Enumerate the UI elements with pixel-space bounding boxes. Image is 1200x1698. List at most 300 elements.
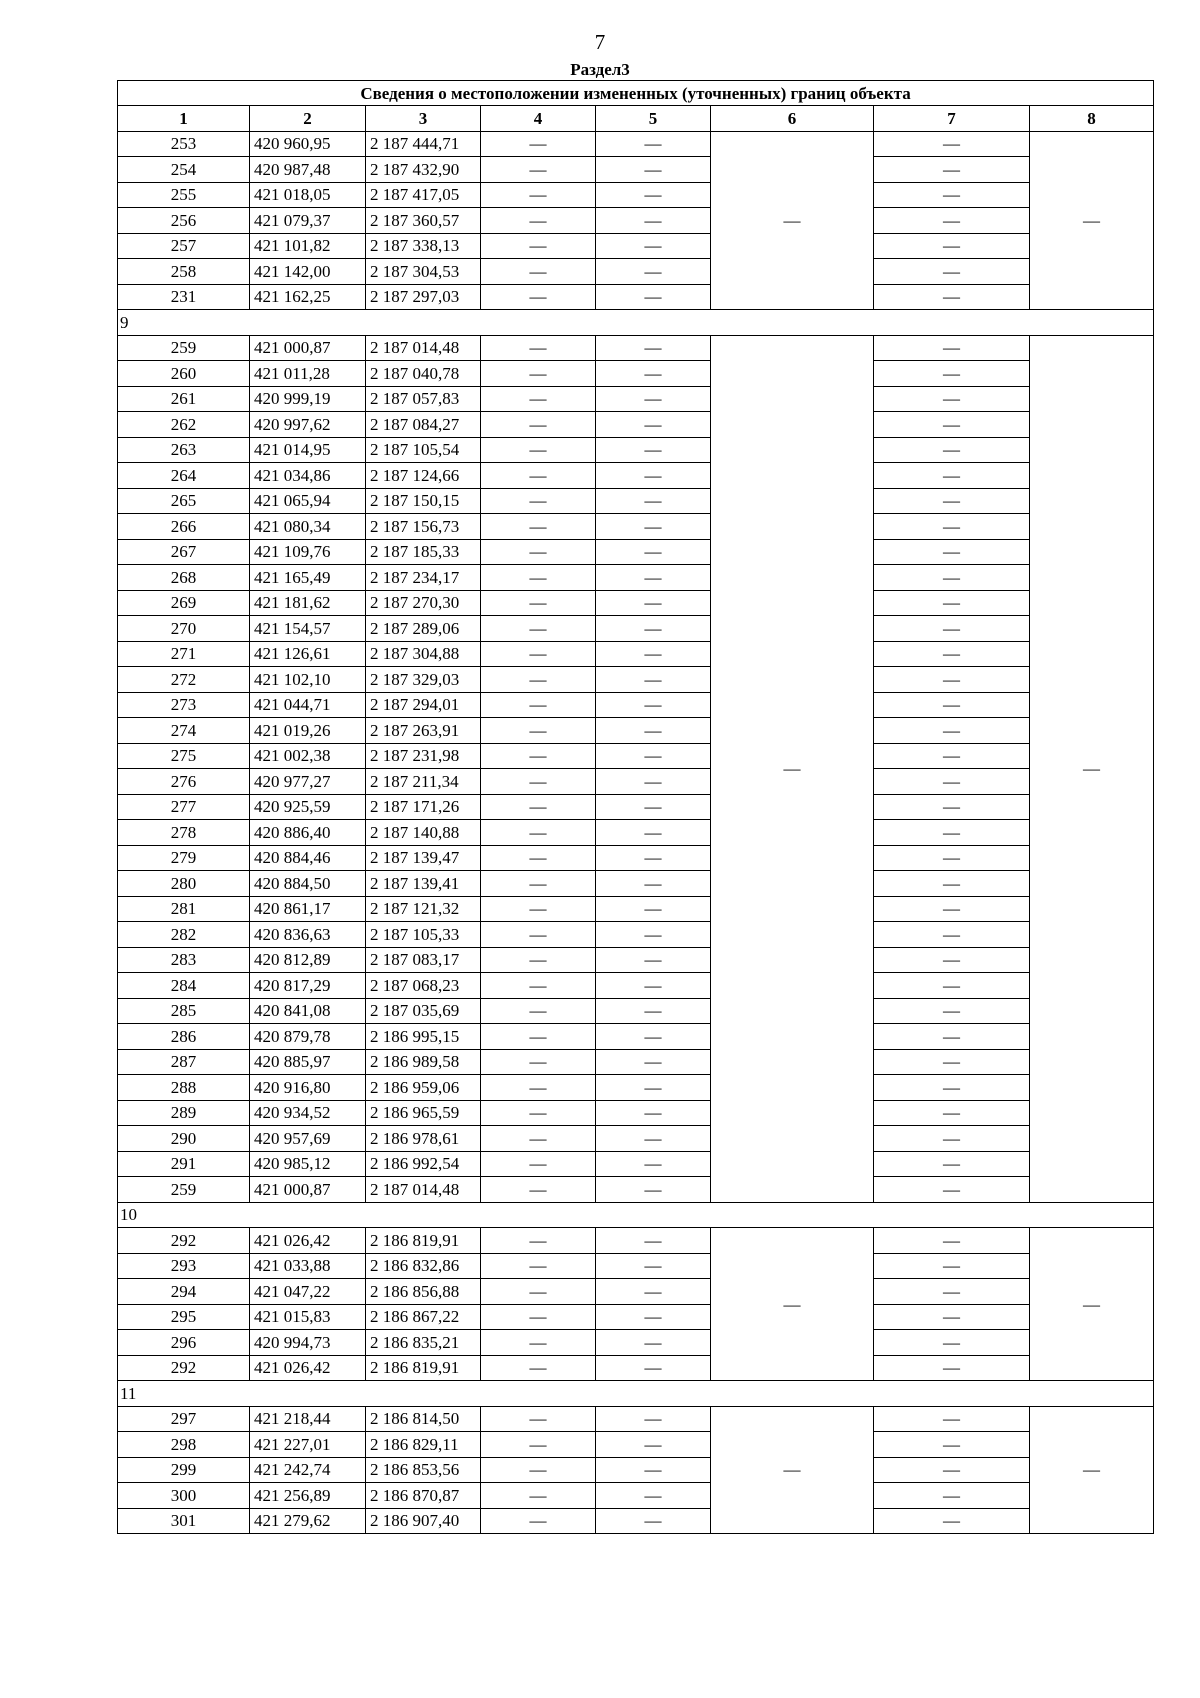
col7-dash-cell: — [874, 1508, 1030, 1534]
col7-dash-cell: — [874, 718, 1030, 744]
col7-dash-cell: — [874, 973, 1030, 999]
x-coordinate-cell: 421 011,28 [250, 361, 366, 387]
column-header: 7 [874, 106, 1030, 132]
x-coordinate-cell: 421 126,61 [250, 641, 366, 667]
col7-dash-cell: — [874, 947, 1030, 973]
point-number-cell: 287 [118, 1049, 250, 1075]
x-coordinate-cell: 420 841,08 [250, 998, 366, 1024]
col4-dash-cell: — [481, 718, 596, 744]
point-number-cell: 269 [118, 590, 250, 616]
col5-dash-cell: — [596, 769, 711, 795]
point-number-cell: 263 [118, 437, 250, 463]
col4-dash-cell: — [481, 1279, 596, 1305]
col5-dash-cell: — [596, 1304, 711, 1330]
col5-dash-cell: — [596, 1253, 711, 1279]
point-number-cell: 299 [118, 1457, 250, 1483]
x-coordinate-cell: 421 034,86 [250, 463, 366, 489]
y-coordinate-cell: 2 187 124,66 [366, 463, 481, 489]
col5-dash-cell: — [596, 514, 711, 540]
col7-dash-cell: — [874, 208, 1030, 234]
col4-dash-cell: — [481, 488, 596, 514]
point-number-cell: 256 [118, 208, 250, 234]
x-coordinate-cell: 421 026,42 [250, 1355, 366, 1381]
col7-dash-cell: — [874, 437, 1030, 463]
table-caption-row [118, 81, 1154, 106]
col5-dash-cell: — [596, 361, 711, 387]
x-coordinate-cell: 421 154,57 [250, 616, 366, 642]
col4-dash-cell: — [481, 1151, 596, 1177]
table-row [118, 1483, 1154, 1509]
group-label: 10 [118, 1202, 1154, 1228]
col4-dash-cell: — [481, 1508, 596, 1534]
table-row [118, 973, 1154, 999]
y-coordinate-cell: 2 187 140,88 [366, 820, 481, 846]
point-number-cell: 268 [118, 565, 250, 591]
col4-dash-cell: — [481, 947, 596, 973]
table-row [118, 335, 1154, 361]
col4-dash-cell: — [481, 820, 596, 846]
col7-dash-cell: — [874, 845, 1030, 871]
col5-dash-cell: — [596, 820, 711, 846]
table-row [118, 463, 1154, 489]
y-coordinate-cell: 2 187 150,15 [366, 488, 481, 514]
point-number-cell: 301 [118, 1508, 250, 1534]
table-row [118, 361, 1154, 387]
table-row [118, 667, 1154, 693]
group-row [118, 1381, 1154, 1407]
point-number-cell: 258 [118, 259, 250, 285]
point-number-cell: 260 [118, 361, 250, 387]
col7-dash-cell: — [874, 1075, 1030, 1101]
col5-dash-cell: — [596, 947, 711, 973]
y-coordinate-cell: 2 187 360,57 [366, 208, 481, 234]
col5-dash-cell: — [596, 1024, 711, 1050]
y-coordinate-cell: 2 186 965,59 [366, 1100, 481, 1126]
y-coordinate-cell: 2 187 105,33 [366, 922, 481, 948]
y-coordinate-cell: 2 187 297,03 [366, 284, 481, 310]
y-coordinate-cell: 2 186 829,11 [366, 1432, 481, 1458]
y-coordinate-cell: 2 187 084,27 [366, 412, 481, 438]
col4-dash-cell: — [481, 973, 596, 999]
col7-dash-cell: — [874, 131, 1030, 157]
point-number-cell: 282 [118, 922, 250, 948]
x-coordinate-cell: 421 000,87 [250, 335, 366, 361]
x-coordinate-cell: 421 014,95 [250, 437, 366, 463]
y-coordinate-cell: 2 187 444,71 [366, 131, 481, 157]
y-coordinate-cell: 2 186 959,06 [366, 1075, 481, 1101]
point-number-cell: 292 [118, 1355, 250, 1381]
point-number-cell: 294 [118, 1279, 250, 1305]
point-number-cell: 285 [118, 998, 250, 1024]
y-coordinate-cell: 2 187 083,17 [366, 947, 481, 973]
point-number-cell: 261 [118, 386, 250, 412]
y-coordinate-cell: 2 187 329,03 [366, 667, 481, 693]
col4-dash-cell: — [481, 539, 596, 565]
col8-merged-dash-cell: — [1030, 335, 1154, 1202]
x-coordinate-cell: 421 218,44 [250, 1406, 366, 1432]
col4-dash-cell: — [481, 335, 596, 361]
x-coordinate-cell: 420 817,29 [250, 973, 366, 999]
col7-dash-cell: — [874, 998, 1030, 1024]
table-row [118, 845, 1154, 871]
y-coordinate-cell: 2 187 338,13 [366, 233, 481, 259]
x-coordinate-cell: 420 861,17 [250, 896, 366, 922]
col4-dash-cell: — [481, 1075, 596, 1101]
col7-dash-cell: — [874, 565, 1030, 591]
table-row [118, 514, 1154, 540]
y-coordinate-cell: 2 186 856,88 [366, 1279, 481, 1305]
col7-dash-cell: — [874, 1177, 1030, 1203]
col8-merged-dash-cell: — [1030, 1228, 1154, 1381]
col5-dash-cell: — [596, 922, 711, 948]
point-number-cell: 292 [118, 1228, 250, 1254]
col5-dash-cell: — [596, 590, 711, 616]
point-number-cell: 286 [118, 1024, 250, 1050]
y-coordinate-cell: 2 187 014,48 [366, 1177, 481, 1203]
col5-dash-cell: — [596, 437, 711, 463]
x-coordinate-cell: 420 985,12 [250, 1151, 366, 1177]
column-header-row [118, 106, 1154, 132]
point-number-cell: 296 [118, 1330, 250, 1356]
table-row [118, 131, 1154, 157]
table-row [118, 233, 1154, 259]
col4-dash-cell: — [481, 845, 596, 871]
table-row [118, 1508, 1154, 1534]
col7-dash-cell: — [874, 1406, 1030, 1432]
col7-dash-cell: — [874, 361, 1030, 387]
point-number-cell: 300 [118, 1483, 250, 1509]
y-coordinate-cell: 2 187 231,98 [366, 743, 481, 769]
col5-dash-cell: — [596, 259, 711, 285]
col5-dash-cell: — [596, 1075, 711, 1101]
col5-dash-cell: — [596, 667, 711, 693]
y-coordinate-cell: 2 186 819,91 [366, 1355, 481, 1381]
x-coordinate-cell: 421 080,34 [250, 514, 366, 540]
x-coordinate-cell: 421 019,26 [250, 718, 366, 744]
point-number-cell: 298 [118, 1432, 250, 1458]
point-number-cell: 271 [118, 641, 250, 667]
y-coordinate-cell: 2 186 832,86 [366, 1253, 481, 1279]
x-coordinate-cell: 421 033,88 [250, 1253, 366, 1279]
y-coordinate-cell: 2 187 171,26 [366, 794, 481, 820]
col6-merged-dash-cell: — [711, 335, 874, 1202]
col7-dash-cell: — [874, 412, 1030, 438]
col4-dash-cell: — [481, 208, 596, 234]
x-coordinate-cell: 421 142,00 [250, 259, 366, 285]
point-number-cell: 275 [118, 743, 250, 769]
table-row [118, 1024, 1154, 1050]
col4-dash-cell: — [481, 1177, 596, 1203]
x-coordinate-cell: 420 925,59 [250, 794, 366, 820]
y-coordinate-cell: 2 186 907,40 [366, 1508, 481, 1534]
point-number-cell: 283 [118, 947, 250, 973]
point-number-cell: 270 [118, 616, 250, 642]
point-number-cell: 272 [118, 667, 250, 693]
x-coordinate-cell: 420 886,40 [250, 820, 366, 846]
col4-dash-cell: — [481, 590, 596, 616]
col7-dash-cell: — [874, 539, 1030, 565]
table-row [118, 718, 1154, 744]
x-coordinate-cell: 421 162,25 [250, 284, 366, 310]
table-row [118, 1253, 1154, 1279]
col4-dash-cell: — [481, 1253, 596, 1279]
col7-dash-cell: — [874, 769, 1030, 795]
x-coordinate-cell: 421 227,01 [250, 1432, 366, 1458]
x-coordinate-cell: 421 165,49 [250, 565, 366, 591]
col5-dash-cell: — [596, 616, 711, 642]
col7-dash-cell: — [874, 743, 1030, 769]
table-row [118, 157, 1154, 183]
y-coordinate-cell: 2 187 139,41 [366, 871, 481, 897]
table-row [118, 437, 1154, 463]
y-coordinate-cell: 2 186 814,50 [366, 1406, 481, 1432]
col5-dash-cell: — [596, 641, 711, 667]
col4-dash-cell: — [481, 769, 596, 795]
x-coordinate-cell: 421 018,05 [250, 182, 366, 208]
col5-dash-cell: — [596, 718, 711, 744]
col4-dash-cell: — [481, 1228, 596, 1254]
y-coordinate-cell: 2 187 304,88 [366, 641, 481, 667]
point-number-cell: 264 [118, 463, 250, 489]
y-coordinate-cell: 2 186 989,58 [366, 1049, 481, 1075]
point-number-cell: 293 [118, 1253, 250, 1279]
y-coordinate-cell: 2 187 068,23 [366, 973, 481, 999]
col5-dash-cell: — [596, 1355, 711, 1381]
y-coordinate-cell: 2 186 995,15 [366, 1024, 481, 1050]
y-coordinate-cell: 2 186 870,87 [366, 1483, 481, 1509]
table-row [118, 1075, 1154, 1101]
x-coordinate-cell: 421 002,38 [250, 743, 366, 769]
col5-dash-cell: — [596, 692, 711, 718]
col4-dash-cell: — [481, 641, 596, 667]
table-row [118, 1151, 1154, 1177]
col4-dash-cell: — [481, 1126, 596, 1152]
table-row [118, 896, 1154, 922]
col5-dash-cell: — [596, 233, 711, 259]
col7-dash-cell: — [874, 1100, 1030, 1126]
table-row [118, 488, 1154, 514]
y-coordinate-cell: 2 187 035,69 [366, 998, 481, 1024]
point-number-cell: 277 [118, 794, 250, 820]
point-number-cell: 255 [118, 182, 250, 208]
table-row [118, 616, 1154, 642]
point-number-cell: 279 [118, 845, 250, 871]
x-coordinate-cell: 420 977,27 [250, 769, 366, 795]
y-coordinate-cell: 2 187 263,91 [366, 718, 481, 744]
col7-dash-cell: — [874, 1151, 1030, 1177]
section-title: Раздел3 [570, 60, 630, 79]
col7-dash-cell: — [874, 1457, 1030, 1483]
col4-dash-cell: — [481, 1432, 596, 1458]
x-coordinate-cell: 421 109,76 [250, 539, 366, 565]
y-coordinate-cell: 2 186 867,22 [366, 1304, 481, 1330]
y-coordinate-cell: 2 187 121,32 [366, 896, 481, 922]
x-coordinate-cell: 420 994,73 [250, 1330, 366, 1356]
x-coordinate-cell: 421 279,62 [250, 1508, 366, 1534]
column-header: 4 [481, 106, 596, 132]
point-number-cell: 267 [118, 539, 250, 565]
x-coordinate-cell: 421 079,37 [250, 208, 366, 234]
col4-dash-cell: — [481, 131, 596, 157]
col7-dash-cell: — [874, 590, 1030, 616]
table-row [118, 208, 1154, 234]
col7-dash-cell: — [874, 1253, 1030, 1279]
col4-dash-cell: — [481, 386, 596, 412]
col7-dash-cell: — [874, 1432, 1030, 1458]
x-coordinate-cell: 421 047,22 [250, 1279, 366, 1305]
col5-dash-cell: — [596, 1432, 711, 1458]
point-number-cell: 278 [118, 820, 250, 846]
point-number-cell: 259 [118, 335, 250, 361]
col7-dash-cell: — [874, 488, 1030, 514]
table-row [118, 1457, 1154, 1483]
col7-dash-cell: — [874, 922, 1030, 948]
col5-dash-cell: — [596, 1457, 711, 1483]
y-coordinate-cell: 2 187 014,48 [366, 335, 481, 361]
point-number-cell: 231 [118, 284, 250, 310]
table-row [118, 590, 1154, 616]
point-number-cell: 289 [118, 1100, 250, 1126]
col5-dash-cell: — [596, 1508, 711, 1534]
y-coordinate-cell: 2 187 040,78 [366, 361, 481, 387]
col5-dash-cell: — [596, 1100, 711, 1126]
col7-dash-cell: — [874, 667, 1030, 693]
table-row [118, 998, 1154, 1024]
x-coordinate-cell: 420 997,62 [250, 412, 366, 438]
table-row [118, 871, 1154, 897]
x-coordinate-cell: 421 102,10 [250, 667, 366, 693]
column-header: 3 [366, 106, 481, 132]
y-coordinate-cell: 2 186 992,54 [366, 1151, 481, 1177]
x-coordinate-cell: 421 015,83 [250, 1304, 366, 1330]
x-coordinate-cell: 420 987,48 [250, 157, 366, 183]
y-coordinate-cell: 2 187 270,30 [366, 590, 481, 616]
table-row [118, 539, 1154, 565]
col4-dash-cell: — [481, 1406, 596, 1432]
y-coordinate-cell: 2 186 819,91 [366, 1228, 481, 1254]
point-number-cell: 274 [118, 718, 250, 744]
table-row [118, 820, 1154, 846]
group-label: 9 [118, 310, 1154, 336]
col5-dash-cell: — [596, 1049, 711, 1075]
col6-merged-dash-cell: — [711, 1406, 874, 1534]
col6-merged-dash-cell: — [711, 1228, 874, 1381]
point-number-cell: 257 [118, 233, 250, 259]
x-coordinate-cell: 420 885,97 [250, 1049, 366, 1075]
col7-dash-cell: — [874, 514, 1030, 540]
x-coordinate-cell: 420 812,89 [250, 947, 366, 973]
col4-dash-cell: — [481, 514, 596, 540]
col4-dash-cell: — [481, 1049, 596, 1075]
table-row [118, 259, 1154, 285]
col5-dash-cell: — [596, 157, 711, 183]
col7-dash-cell: — [874, 335, 1030, 361]
y-coordinate-cell: 2 187 304,53 [366, 259, 481, 285]
x-coordinate-cell: 420 836,63 [250, 922, 366, 948]
x-coordinate-cell: 420 884,46 [250, 845, 366, 871]
col4-dash-cell: — [481, 437, 596, 463]
x-coordinate-cell: 421 101,82 [250, 233, 366, 259]
y-coordinate-cell: 2 187 417,05 [366, 182, 481, 208]
x-coordinate-cell: 421 181,62 [250, 590, 366, 616]
col4-dash-cell: — [481, 896, 596, 922]
point-number-cell: 280 [118, 871, 250, 897]
x-coordinate-cell: 421 044,71 [250, 692, 366, 718]
col7-dash-cell: — [874, 1483, 1030, 1509]
y-coordinate-cell: 2 186 978,61 [366, 1126, 481, 1152]
col5-dash-cell: — [596, 386, 711, 412]
col5-dash-cell: — [596, 1151, 711, 1177]
col7-dash-cell: — [874, 1228, 1030, 1254]
col4-dash-cell: — [481, 259, 596, 285]
table-row [118, 922, 1154, 948]
col5-dash-cell: — [596, 794, 711, 820]
table-row [118, 1177, 1154, 1203]
table-row [118, 1330, 1154, 1356]
col7-dash-cell: — [874, 616, 1030, 642]
col5-dash-cell: — [596, 845, 711, 871]
col7-dash-cell: — [874, 463, 1030, 489]
col7-dash-cell: — [874, 1279, 1030, 1305]
col5-dash-cell: — [596, 1177, 711, 1203]
table-row [118, 1304, 1154, 1330]
col7-dash-cell: — [874, 641, 1030, 667]
y-coordinate-cell: 2 187 289,06 [366, 616, 481, 642]
y-coordinate-cell: 2 187 105,54 [366, 437, 481, 463]
col5-dash-cell: — [596, 463, 711, 489]
point-number-cell: 281 [118, 896, 250, 922]
y-coordinate-cell: 2 187 432,90 [366, 157, 481, 183]
col7-dash-cell: — [874, 1126, 1030, 1152]
point-number-cell: 295 [118, 1304, 250, 1330]
table-row [118, 1100, 1154, 1126]
point-number-cell: 273 [118, 692, 250, 718]
table-row [118, 1049, 1154, 1075]
col5-dash-cell: — [596, 182, 711, 208]
point-number-cell: 265 [118, 488, 250, 514]
col4-dash-cell: — [481, 692, 596, 718]
point-number-cell: 290 [118, 1126, 250, 1152]
y-coordinate-cell: 2 187 156,73 [366, 514, 481, 540]
col5-dash-cell: — [596, 871, 711, 897]
point-number-cell: 284 [118, 973, 250, 999]
y-coordinate-cell: 2 186 853,56 [366, 1457, 481, 1483]
table-row [118, 1279, 1154, 1305]
col4-dash-cell: — [481, 1457, 596, 1483]
table-row [118, 769, 1154, 795]
col4-dash-cell: — [481, 157, 596, 183]
y-coordinate-cell: 2 187 211,34 [366, 769, 481, 795]
table-row [118, 947, 1154, 973]
x-coordinate-cell: 421 000,87 [250, 1177, 366, 1203]
col7-dash-cell: — [874, 794, 1030, 820]
col4-dash-cell: — [481, 1304, 596, 1330]
point-number-cell: 253 [118, 131, 250, 157]
col5-dash-cell: — [596, 896, 711, 922]
group-label: 11 [118, 1381, 1154, 1407]
point-number-cell: 291 [118, 1151, 250, 1177]
col7-dash-cell: — [874, 1049, 1030, 1075]
col7-dash-cell: — [874, 386, 1030, 412]
col4-dash-cell: — [481, 794, 596, 820]
column-header: 6 [711, 106, 874, 132]
point-number-cell: 266 [118, 514, 250, 540]
group-row [118, 1202, 1154, 1228]
table-row [118, 1228, 1154, 1254]
point-number-cell: 288 [118, 1075, 250, 1101]
col7-dash-cell: — [874, 259, 1030, 285]
col5-dash-cell: — [596, 1406, 711, 1432]
